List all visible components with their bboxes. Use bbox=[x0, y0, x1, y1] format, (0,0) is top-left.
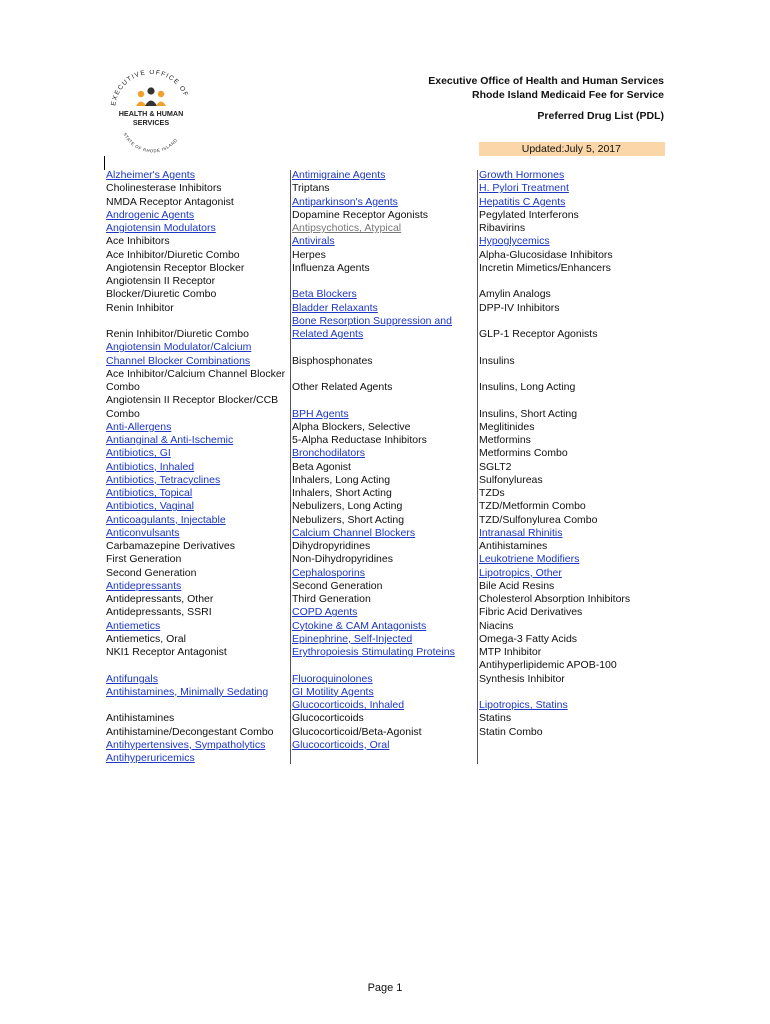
drug-subclass: TZD/Metformin Combo bbox=[479, 500, 586, 513]
drug-class-link[interactable]: Antibiotics, Topical bbox=[106, 487, 193, 499]
column-divider-2 bbox=[477, 170, 478, 764]
drug-subclass: Cholinesterase Inhibitors bbox=[106, 182, 222, 195]
drug-class-link[interactable]: Lipotropics, Statins bbox=[479, 699, 568, 711]
drug-class-link[interactable]: Antidepressants bbox=[106, 579, 182, 592]
drug-subclass: Insulins bbox=[479, 354, 515, 367]
drug-subclass: Ace Inhibitor/Calcium Channel Blocker bbox=[106, 367, 286, 380]
page-number: Page 1 bbox=[367, 982, 403, 994]
drug-subclass: Antihistamines bbox=[106, 712, 175, 725]
drug-class-link[interactable]: Lipotropics, Other bbox=[479, 566, 562, 579]
drug-class-link[interactable]: Antihypertensives, Sympatholytics bbox=[106, 738, 266, 751]
drug-class-link[interactable]: Angiotensin Modulators bbox=[106, 222, 216, 234]
drug-subclass: Triptans bbox=[292, 182, 330, 195]
drug-class-link[interactable]: Antibiotics, Vaginal bbox=[106, 500, 194, 513]
blank-row bbox=[292, 394, 455, 407]
drug-class-link[interactable]: Antiemetics bbox=[106, 619, 161, 632]
drug-subclass: Metformins Combo bbox=[479, 447, 568, 460]
drug-column-1 bbox=[106, 169, 285, 765]
drug-subclass: Herpes bbox=[292, 248, 326, 261]
drug-class-link-visited[interactable]: Antipsychotics, Atypical bbox=[292, 222, 402, 234]
drug-subclass: Second Generation bbox=[106, 566, 197, 579]
drug-class-link[interactable]: Antimigraine Agents bbox=[292, 169, 386, 181]
drug-subclass: Insulins, Long Acting bbox=[479, 381, 576, 393]
drug-class-link[interactable]: Antianginal & Anti-Ischemic bbox=[106, 434, 234, 446]
drug-subclass: Meglitinides bbox=[479, 420, 535, 433]
drug-subclass: Insulins, Short Acting bbox=[479, 407, 578, 420]
blank-row bbox=[479, 315, 630, 328]
drug-subclass: Antihistamines bbox=[479, 540, 548, 552]
drug-subclass: Antihistamine/Decongestant Combo bbox=[106, 725, 274, 738]
drug-subclass: Influenza Agents bbox=[292, 261, 370, 274]
drug-subclass: Combo bbox=[106, 381, 140, 393]
drug-subclass: Synthesis Inhibitor bbox=[479, 672, 565, 685]
header-title-pdl: Preferred Drug List (PDL) bbox=[537, 110, 664, 122]
drug-class-link[interactable]: Anti-Allergens bbox=[106, 420, 172, 433]
column-divider-1 bbox=[290, 170, 291, 764]
drug-class-link[interactable]: Antihistamines, Minimally Sedating bbox=[106, 685, 269, 698]
drug-subclass: Other Related Agents bbox=[292, 381, 393, 393]
drug-class-link[interactable]: Bone Resorption Suppression and bbox=[292, 314, 452, 327]
drug-class-link[interactable]: Cytokine & CAM Antagonists bbox=[292, 619, 427, 632]
drug-subclass: Glucocorticoids bbox=[292, 712, 364, 725]
drug-subclass: Dihydropyridines bbox=[292, 540, 371, 552]
drug-subclass: Glucocorticoid/Beta-Agonist bbox=[292, 725, 422, 738]
drug-subclass: Incretin Mimetics/Enhancers bbox=[479, 261, 611, 274]
drug-class-link[interactable]: Hepatitis C Agents bbox=[479, 195, 566, 208]
drug-class-link[interactable]: Calcium Channel Blockers bbox=[292, 526, 416, 539]
blank-row bbox=[292, 659, 455, 672]
drug-subclass: Sulfonylureas bbox=[479, 473, 543, 486]
logo-arc-text: EXECUTIVE OFFICE OF bbox=[110, 70, 190, 107]
drug-subclass: Antidepressants, SSRI bbox=[106, 606, 212, 619]
drug-subclass: Blocker/Diuretic Combo bbox=[106, 288, 217, 301]
drug-subclass: Omega-3 Fatty Acids bbox=[479, 632, 578, 645]
drug-column-3 bbox=[479, 169, 630, 739]
logo-line2: SERVICES bbox=[132, 118, 170, 127]
drug-subclass: Nebulizers, Short Acting bbox=[292, 513, 405, 526]
blank-row bbox=[292, 275, 455, 288]
drug-subclass: Bile Acid Resins bbox=[479, 579, 555, 592]
updated-date: Updated:July 5, 2017 bbox=[521, 143, 621, 155]
drug-subclass: Ace Inhibitor/Diuretic Combo bbox=[106, 248, 240, 261]
drug-class-link[interactable]: Leukotriene Modifiers bbox=[479, 553, 580, 566]
blank-row bbox=[479, 275, 630, 288]
drug-subclass: Angiotensin II Receptor bbox=[106, 275, 216, 287]
drug-class-link[interactable]: Anticoagulants, Injectable bbox=[106, 513, 226, 526]
drug-subclass: Inhalers, Short Acting bbox=[292, 487, 392, 499]
drug-subclass: Statin Combo bbox=[479, 725, 543, 738]
drug-class-link[interactable]: Anticonvulsants bbox=[106, 526, 180, 539]
drug-subclass: Antiemetics, Oral bbox=[106, 632, 186, 645]
drug-subclass: Second Generation bbox=[292, 579, 383, 592]
blank-row bbox=[479, 394, 630, 407]
drug-subclass: Antihyperlipidemic APOB-100 bbox=[479, 659, 617, 672]
drug-subclass: TZD/Sulfonylurea Combo bbox=[479, 513, 598, 526]
drug-subclass: MTP Inhibitor bbox=[479, 646, 542, 658]
drug-class-link[interactable]: BPH Agents bbox=[292, 407, 349, 420]
drug-subclass: TZDs bbox=[479, 487, 505, 499]
drug-class-link[interactable]: Fluoroquinolones bbox=[292, 672, 373, 685]
drug-subclass: Renin Inhibitor/Diuretic Combo bbox=[106, 328, 249, 340]
drug-class-link[interactable]: Antibiotics, GI bbox=[106, 447, 171, 460]
drug-subclass: Alpha-Glucosidase Inhibitors bbox=[479, 248, 613, 261]
header-title-medicaid: Rhode Island Medicaid Fee for Service bbox=[472, 89, 664, 101]
drug-class-link[interactable]: Bladder Relaxants bbox=[292, 301, 378, 314]
drug-subclass: Nebulizers, Long Acting bbox=[292, 500, 403, 513]
drug-class-link[interactable]: Cephalosporins bbox=[292, 566, 365, 579]
drug-class-link[interactable]: Antihyperuricemics bbox=[106, 752, 195, 764]
drug-column-2 bbox=[292, 169, 455, 752]
blank-row bbox=[479, 341, 630, 354]
drug-subclass: Ribavirins bbox=[479, 222, 526, 234]
drug-class-link[interactable]: Antifungals bbox=[106, 672, 158, 685]
blank-row bbox=[106, 699, 285, 712]
drug-subclass: Carbamazepine Derivatives bbox=[106, 540, 235, 552]
drug-class-link[interactable]: Antivirals bbox=[292, 235, 335, 248]
logo-graphic bbox=[103, 70, 199, 154]
drug-subclass: NMDA Receptor Antagonist bbox=[106, 195, 234, 208]
drug-subclass: First Generation bbox=[106, 553, 182, 566]
drug-subclass: Dopamine Receptor Agonists bbox=[292, 208, 428, 221]
drug-subclass: Fibric Acid Derivatives bbox=[479, 606, 583, 619]
drug-subclass: GLP-1 Receptor Agonists bbox=[479, 328, 598, 340]
drug-class-link[interactable]: Antibiotics, Inhaled bbox=[106, 460, 195, 473]
drug-class-link[interactable]: Androgenic Agents bbox=[106, 208, 195, 221]
blank-row bbox=[479, 686, 630, 699]
drug-subclass: Angiotensin Receptor Blocker bbox=[106, 261, 245, 274]
drug-class-link[interactable]: Related Agents bbox=[292, 328, 364, 340]
drug-class-link[interactable]: Erythropoiesis Stimulating Proteins bbox=[292, 646, 455, 658]
drug-subclass: DPP-IV Inhibitors bbox=[479, 301, 560, 314]
drug-subclass: Metformins bbox=[479, 434, 531, 446]
drug-class-link[interactable]: Hypoglycemics bbox=[479, 235, 550, 248]
drug-subclass: Pegylated Interferons bbox=[479, 208, 579, 221]
blank-row bbox=[292, 341, 455, 354]
drug-subclass: Ace Inhibitors bbox=[106, 235, 170, 248]
drug-subclass: Non-Dihydropyridines bbox=[292, 553, 393, 566]
blank-row bbox=[106, 659, 285, 672]
drug-subclass: 5-Alpha Reductase Inhibitors bbox=[292, 434, 427, 446]
drug-subclass: SGLT2 bbox=[479, 460, 512, 473]
drug-class-link[interactable]: Bronchodilators bbox=[292, 447, 365, 460]
drug-class-link[interactable]: Beta Blockers bbox=[292, 288, 357, 301]
drug-subclass: Cholesterol Absorption Inhibitors bbox=[479, 593, 631, 605]
drug-subclass: Inhalers, Long Acting bbox=[292, 473, 391, 486]
drug-subclass: Renin Inhibitor bbox=[106, 301, 174, 314]
drug-class-link[interactable]: Glucocorticoids, Oral bbox=[292, 738, 390, 751]
drug-class-link[interactable]: Epinephrine, Self-Injected bbox=[292, 632, 413, 645]
drug-subclass: Combo bbox=[106, 407, 140, 420]
blank-row bbox=[479, 368, 630, 381]
drug-class-link[interactable]: Channel Blocker Combinations bbox=[106, 354, 251, 367]
drug-class-link[interactable]: Angiotensin Modulator/Calcium bbox=[106, 341, 252, 354]
blank-row bbox=[106, 315, 285, 328]
drug-subclass: Statins bbox=[479, 712, 512, 725]
header-title-eohhs: Executive Office of Health and Human Services bbox=[428, 75, 664, 87]
drug-subclass: Antidepressants, Other bbox=[106, 593, 214, 605]
drug-subclass: Niacins bbox=[479, 619, 514, 632]
drug-class-link[interactable]: Intranasal Rhinitis bbox=[479, 526, 563, 539]
drug-subclass: Angiotensin II Receptor Blocker/CCB bbox=[106, 394, 279, 407]
drug-subclass: Beta Agonist bbox=[292, 460, 351, 473]
blank-row bbox=[292, 368, 455, 381]
drug-class-link[interactable]: H. Pylori Treatment bbox=[479, 182, 569, 195]
drug-subclass: Bisphosphonates bbox=[292, 354, 373, 367]
drug-subclass: Third Generation bbox=[292, 593, 371, 605]
updated-date-cell bbox=[479, 142, 665, 156]
drug-class-link[interactable]: GI Motility Agents bbox=[292, 685, 374, 698]
drug-class-link[interactable]: Antiparkinson's Agents bbox=[292, 195, 398, 208]
drug-class-link[interactable]: Growth Hormones bbox=[479, 169, 565, 181]
drug-class-link[interactable]: Glucocorticoids, Inhaled bbox=[292, 699, 405, 711]
text-cursor bbox=[104, 156, 105, 170]
logo-line1: HEALTH & HUMAN bbox=[118, 109, 184, 118]
drug-class-link[interactable]: Alzheimer's Agents bbox=[106, 169, 195, 181]
logo-bottom-text: STATE OF RHODE ISLAND bbox=[122, 131, 179, 154]
drug-class-link[interactable]: COPD Agents bbox=[292, 606, 358, 619]
drug-class-link[interactable]: Antibiotics, Tetracyclines bbox=[106, 473, 221, 486]
drug-subclass: NKI1 Receptor Antagonist bbox=[106, 646, 227, 658]
eohhs-logo bbox=[103, 70, 199, 154]
drug-subclass: Alpha Blockers, Selective bbox=[292, 420, 411, 433]
drug-subclass: Amylin Analogs bbox=[479, 288, 551, 301]
